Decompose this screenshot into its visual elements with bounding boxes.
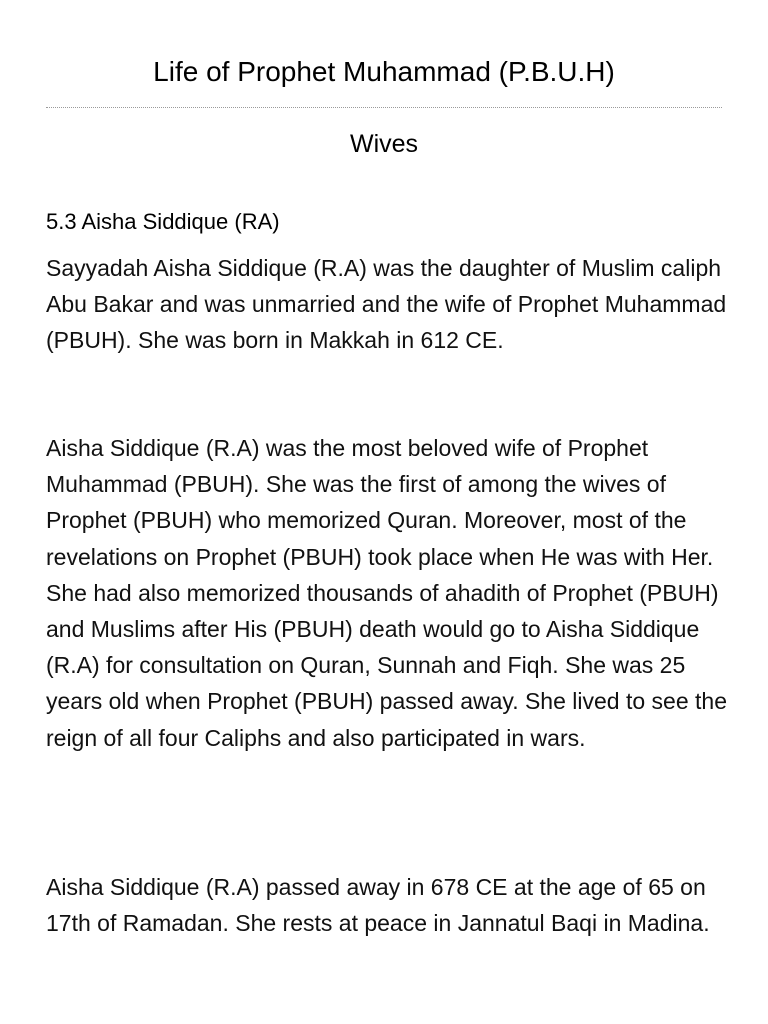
title-divider [46, 107, 722, 108]
section-heading: 5.3 Aisha Siddique (RA) [46, 209, 280, 234]
paragraph-life: Aisha Siddique (R.A) was the most beloved wife of Prophet Muhammad (PBUH). She was the first of among the wives of Prophet (PBUH) who memorized Quran. Moreover, most of the revelations on Prophet (PBUH) took place when He was with Her. She had also memorized thousands of ahadith of Prophet (PBUH) and Muslims after His (PBUH) death would go to Aisha Siddique (R.A) for consultation on Quran, Sunnah and Fiqh. She was 25 years old when Prophet (PBUH) passed away. She lived to see the reign of all four Caliphs and also participated in wars. [46, 435, 727, 751]
paragraph-birth: Sayyadah Aisha Siddique (R.A) was the daughter of Muslim caliph Abu Bakar and was unmarried and the wife of Prophet Muhammad (PBUH). She was born in Makkah in 612 CE. [46, 255, 727, 354]
chapter-title: Wives [349, 130, 419, 158]
paragraph-death: Aisha Siddique (R.A) passed away in 678 CE at the age of 65 on 17th of Ramadan. She rests at peace in Jannatul Baqi in Madina. [46, 874, 710, 937]
book-title: Life of Prophet Muhammad (P.B.U.H) [153, 56, 615, 87]
